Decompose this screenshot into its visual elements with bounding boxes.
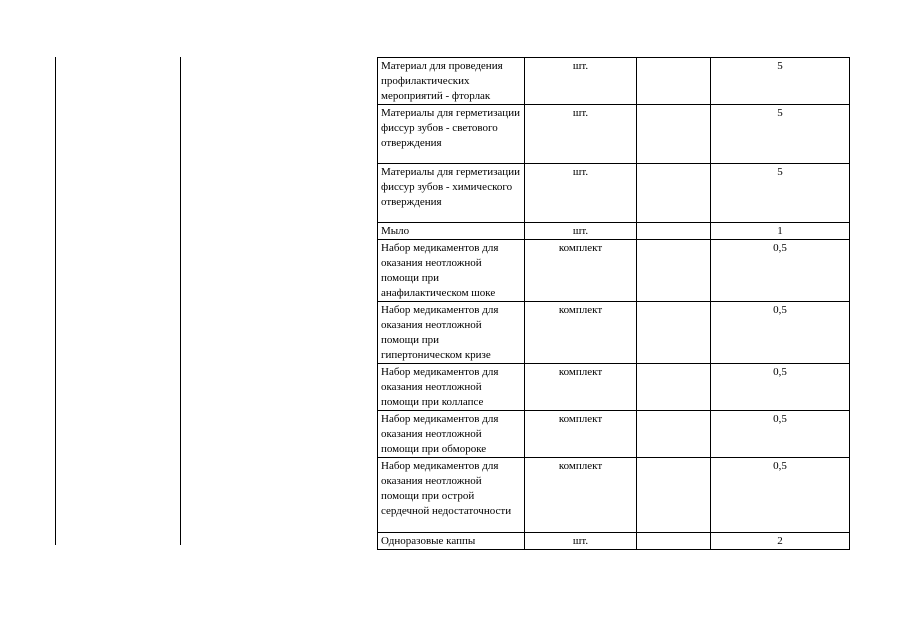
item-quantity: 0,5 xyxy=(711,364,850,411)
table-row xyxy=(378,240,850,302)
item-extra xyxy=(637,302,711,364)
item-quantity: 5 xyxy=(711,164,850,223)
supplies-table xyxy=(377,57,850,550)
item-name: Набор медикаментов для оказания неотложной помощи при острой сердечной недостаточности xyxy=(378,458,525,533)
item-quantity: 5 xyxy=(711,105,850,164)
item-unit: комплект xyxy=(525,240,637,302)
item-name: Материалы для герметизации фиссур зубов - химического отверждения xyxy=(378,164,525,223)
left-column-border xyxy=(55,57,56,545)
item-quantity: 1 xyxy=(711,223,850,240)
table-row xyxy=(378,302,850,364)
item-extra xyxy=(637,533,711,550)
item-extra xyxy=(637,223,711,240)
item-quantity: 0,5 xyxy=(711,411,850,458)
item-unit: комплект xyxy=(525,411,637,458)
item-unit: комплект xyxy=(525,458,637,533)
item-quantity: 0,5 xyxy=(711,240,850,302)
item-extra xyxy=(637,105,711,164)
middle-column-border xyxy=(180,57,181,545)
item-name: Набор медикаментов для оказания неотложной помощи при коллапсе xyxy=(378,364,525,411)
table-row xyxy=(378,164,850,223)
table-row xyxy=(378,533,850,550)
item-name: Мыло xyxy=(378,223,525,240)
item-extra xyxy=(637,58,711,105)
item-extra xyxy=(637,411,711,458)
item-quantity: 0,5 xyxy=(711,458,850,533)
item-name: Материал для проведения профилактических мероприятий - фторлак xyxy=(378,58,525,105)
item-name: Одноразовые каппы xyxy=(378,533,525,550)
item-extra xyxy=(637,240,711,302)
item-name: Набор медикаментов для оказания неотложной помощи при гипертоническом кризе xyxy=(378,302,525,364)
item-name: Набор медикаментов для оказания неотложной помощи при анафилактическом шоке xyxy=(378,240,525,302)
table-row xyxy=(378,364,850,411)
table-row xyxy=(378,223,850,240)
item-extra xyxy=(637,458,711,533)
table-row xyxy=(378,411,850,458)
item-unit: шт. xyxy=(525,105,637,164)
item-unit: шт. xyxy=(525,223,637,240)
item-unit: комплект xyxy=(525,364,637,411)
item-unit: шт. xyxy=(525,164,637,223)
table-row xyxy=(378,458,850,533)
item-unit: шт. xyxy=(525,533,637,550)
item-extra xyxy=(637,364,711,411)
item-name: Набор медикаментов для оказания неотложной помощи при обмороке xyxy=(378,411,525,458)
item-quantity: 0,5 xyxy=(711,302,850,364)
item-quantity: 2 xyxy=(711,533,850,550)
table-row xyxy=(378,58,850,105)
item-extra xyxy=(637,164,711,223)
item-unit: комплект xyxy=(525,302,637,364)
item-name: Материалы для герметизации фиссур зубов - светового отверждения xyxy=(378,105,525,164)
item-quantity: 5 xyxy=(711,58,850,105)
item-unit: шт. xyxy=(525,58,637,105)
table-row xyxy=(378,105,850,164)
